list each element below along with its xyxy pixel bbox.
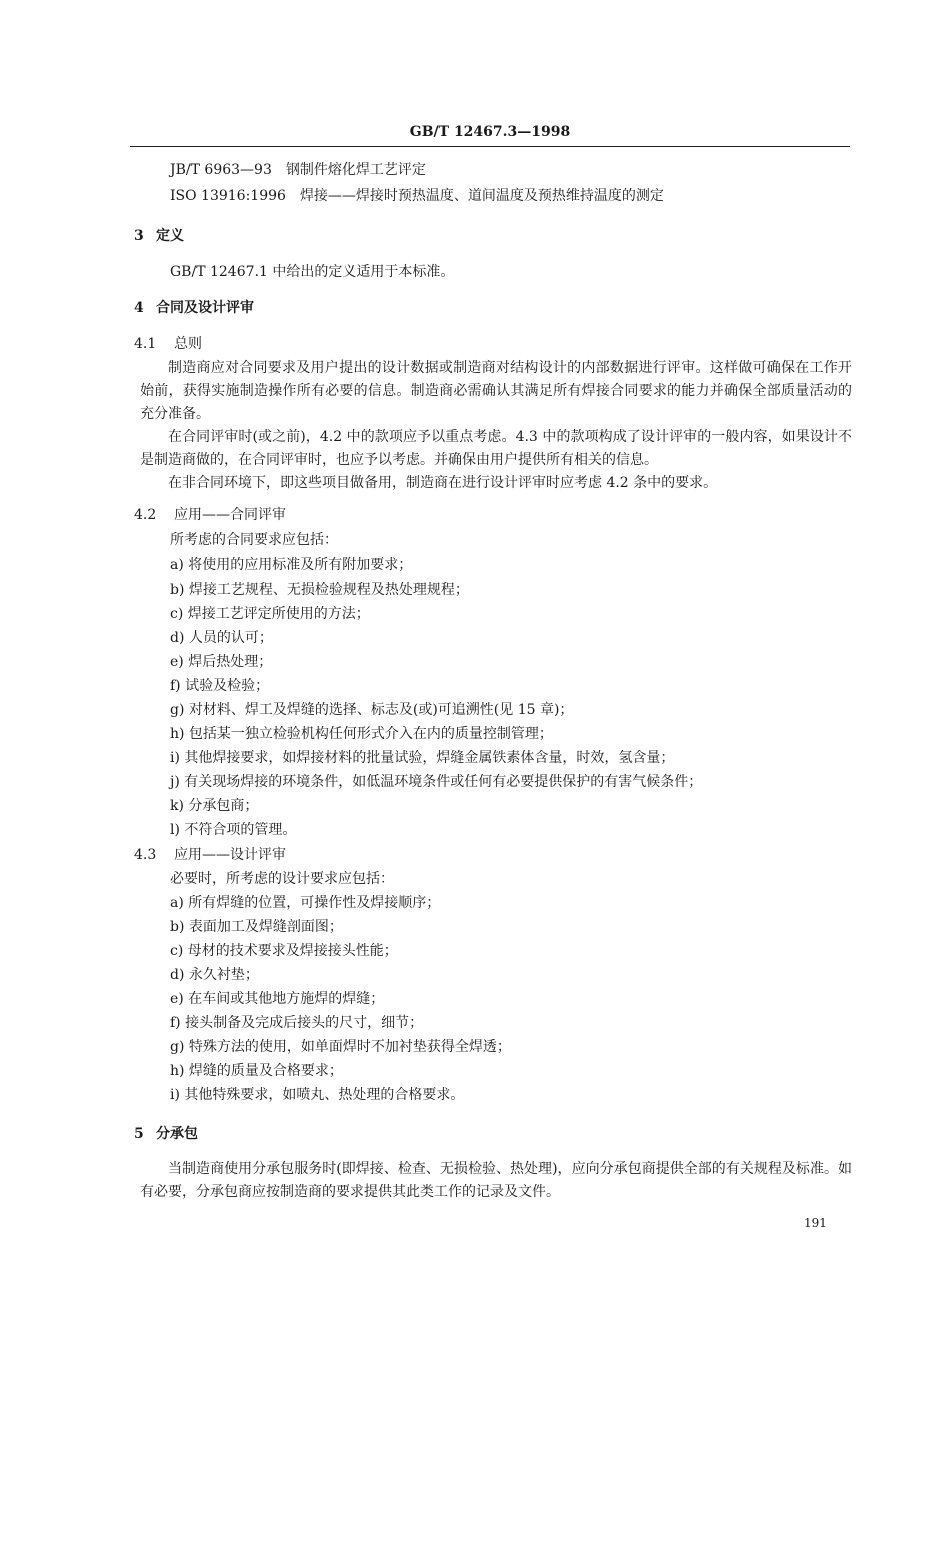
list-item: d) 永久衬垫；: [170, 967, 259, 983]
page-header: GB/T 12467.3—1998: [409, 124, 571, 140]
list-item: b) 焊接工艺规程、无损检验规程及热处理规程；: [170, 582, 469, 598]
list-item: a) 将使用的应用标准及所有附加要求；: [170, 557, 413, 573]
reference-1: [170, 160, 426, 180]
paragraph: 制造商应对合同要求及用户提出的设计数据或制造商对结构设计的内部数据进行评审。这样做可确保在工作开始前，获得实施制造操作所有必要的信息。制造商必需确认其满足所有焊接合同要求的能力并确保全部质量活动的充分准备。: [140, 360, 852, 422]
paragraph: 当制造商使用分承包服务时(即焊接、检查、无损检验、热处理)，应向分承包商提供全部的有关规程及标准。如有必要，分承包商应按制造商的要求提供其此类工作的记录及文件。: [140, 1161, 852, 1200]
header-rule: [130, 146, 850, 147]
section-title: 定义: [156, 228, 184, 244]
list-item: a) 所有焊缝的位置，可操作性及焊接顺序；: [170, 895, 441, 911]
section-3-text: GB/T 12467.1 中给出的定义适用于本标准。: [170, 264, 455, 280]
subsection-4-1-body: [140, 357, 852, 495]
list-item: h) 包括某一独立检验机构任何形式介入在内的质量控制管理；: [170, 726, 553, 742]
section-number: 5: [134, 1126, 144, 1142]
list-item: g) 对材料、焊工及焊缝的选择、标志及(或)可追溯性(见 15 章)；: [170, 702, 574, 718]
list-item: f) 试验及检验；: [170, 678, 270, 694]
list-item: k) 分承包商；: [170, 798, 259, 814]
section-5-heading: [134, 1124, 198, 1144]
section-title: 合同及设计评审: [156, 300, 254, 316]
reference-title: 焊接——焊接时预热温度、道间温度及预热维持温度的测定: [299, 188, 664, 204]
reference-code: ISO 13916:1996: [170, 188, 286, 204]
list-item: c) 母材的技术要求及焊接接头性能；: [170, 943, 398, 959]
list-item: l) 不符合项的管理。: [170, 822, 297, 838]
list-item: e) 焊后热处理；: [170, 654, 273, 670]
subsection-title: 总则: [174, 336, 202, 352]
list-item: e) 在车间或其他地方施焊的焊缝；: [170, 991, 385, 1007]
subsection-4-2-intro: 所考虑的合同要求应包括：: [170, 532, 338, 548]
reference-code: JB/T 6963—93: [170, 162, 272, 178]
page-number: 191: [804, 1216, 827, 1230]
subsection-4-3-intro: 必要时，所考虑的设计要求应包括：: [170, 871, 394, 887]
paragraph: 在合同评审时(或之前)，4.2 中的款项应予以重点考虑。4.3 中的款项构成了设计评审的一般内容，如果设计不是制造商做的，在合同评审时，也应予以考虑。并确保由用户提供所有相关的信息。: [140, 429, 852, 468]
section-number: 4: [134, 300, 144, 316]
section-number: 3: [134, 228, 144, 244]
subsection-title: 应用——设计评审: [174, 847, 286, 863]
list-item: b) 表面加工及焊缝剖面图；: [170, 919, 343, 935]
section-4-heading: [134, 298, 254, 318]
list-item: c) 焊接工艺评定所使用的方法；: [170, 606, 370, 622]
subsection-4-3-heading: [134, 845, 286, 865]
section-5-body: [140, 1158, 852, 1204]
section-title: 分承包: [156, 1126, 198, 1142]
list-item: j) 有关现场焊接的环境条件，如低温环境条件或任何有必要提供保护的有害气候条件；: [170, 774, 703, 790]
list-item: d) 人员的认可；: [170, 630, 273, 646]
subsection-number: 4.1: [134, 336, 157, 352]
list-item: g) 特殊方法的使用，如单面焊时不加衬垫获得全焊透；: [170, 1039, 511, 1055]
subsection-title: 应用——合同评审: [174, 507, 286, 523]
reference-title: 钢制件熔化焊工艺评定: [285, 162, 426, 178]
section-3-heading: [134, 226, 184, 246]
subsection-number: 4.3: [134, 847, 157, 863]
subsection-number: 4.2: [134, 507, 157, 523]
subsection-4-1-heading: [134, 334, 202, 354]
list-item: h) 焊缝的质量及合格要求；: [170, 1063, 343, 1079]
paragraph: 在非合同环境下，即这些项目做备用，制造商在进行设计评审时应考虑 4.2 条中的要求。: [168, 475, 718, 491]
reference-2: [170, 186, 664, 206]
list-item: i) 其他焊接要求，如焊接材料的批量试验，焊缝金属铁素体含量，时效，氢含量；: [170, 750, 675, 766]
subsection-4-2-heading: [134, 505, 286, 525]
list-item: i) 其他特殊要求，如喷丸、热处理的合格要求。: [170, 1087, 465, 1103]
list-item: f) 接头制备及完成后接头的尺寸，细节；: [170, 1015, 424, 1031]
